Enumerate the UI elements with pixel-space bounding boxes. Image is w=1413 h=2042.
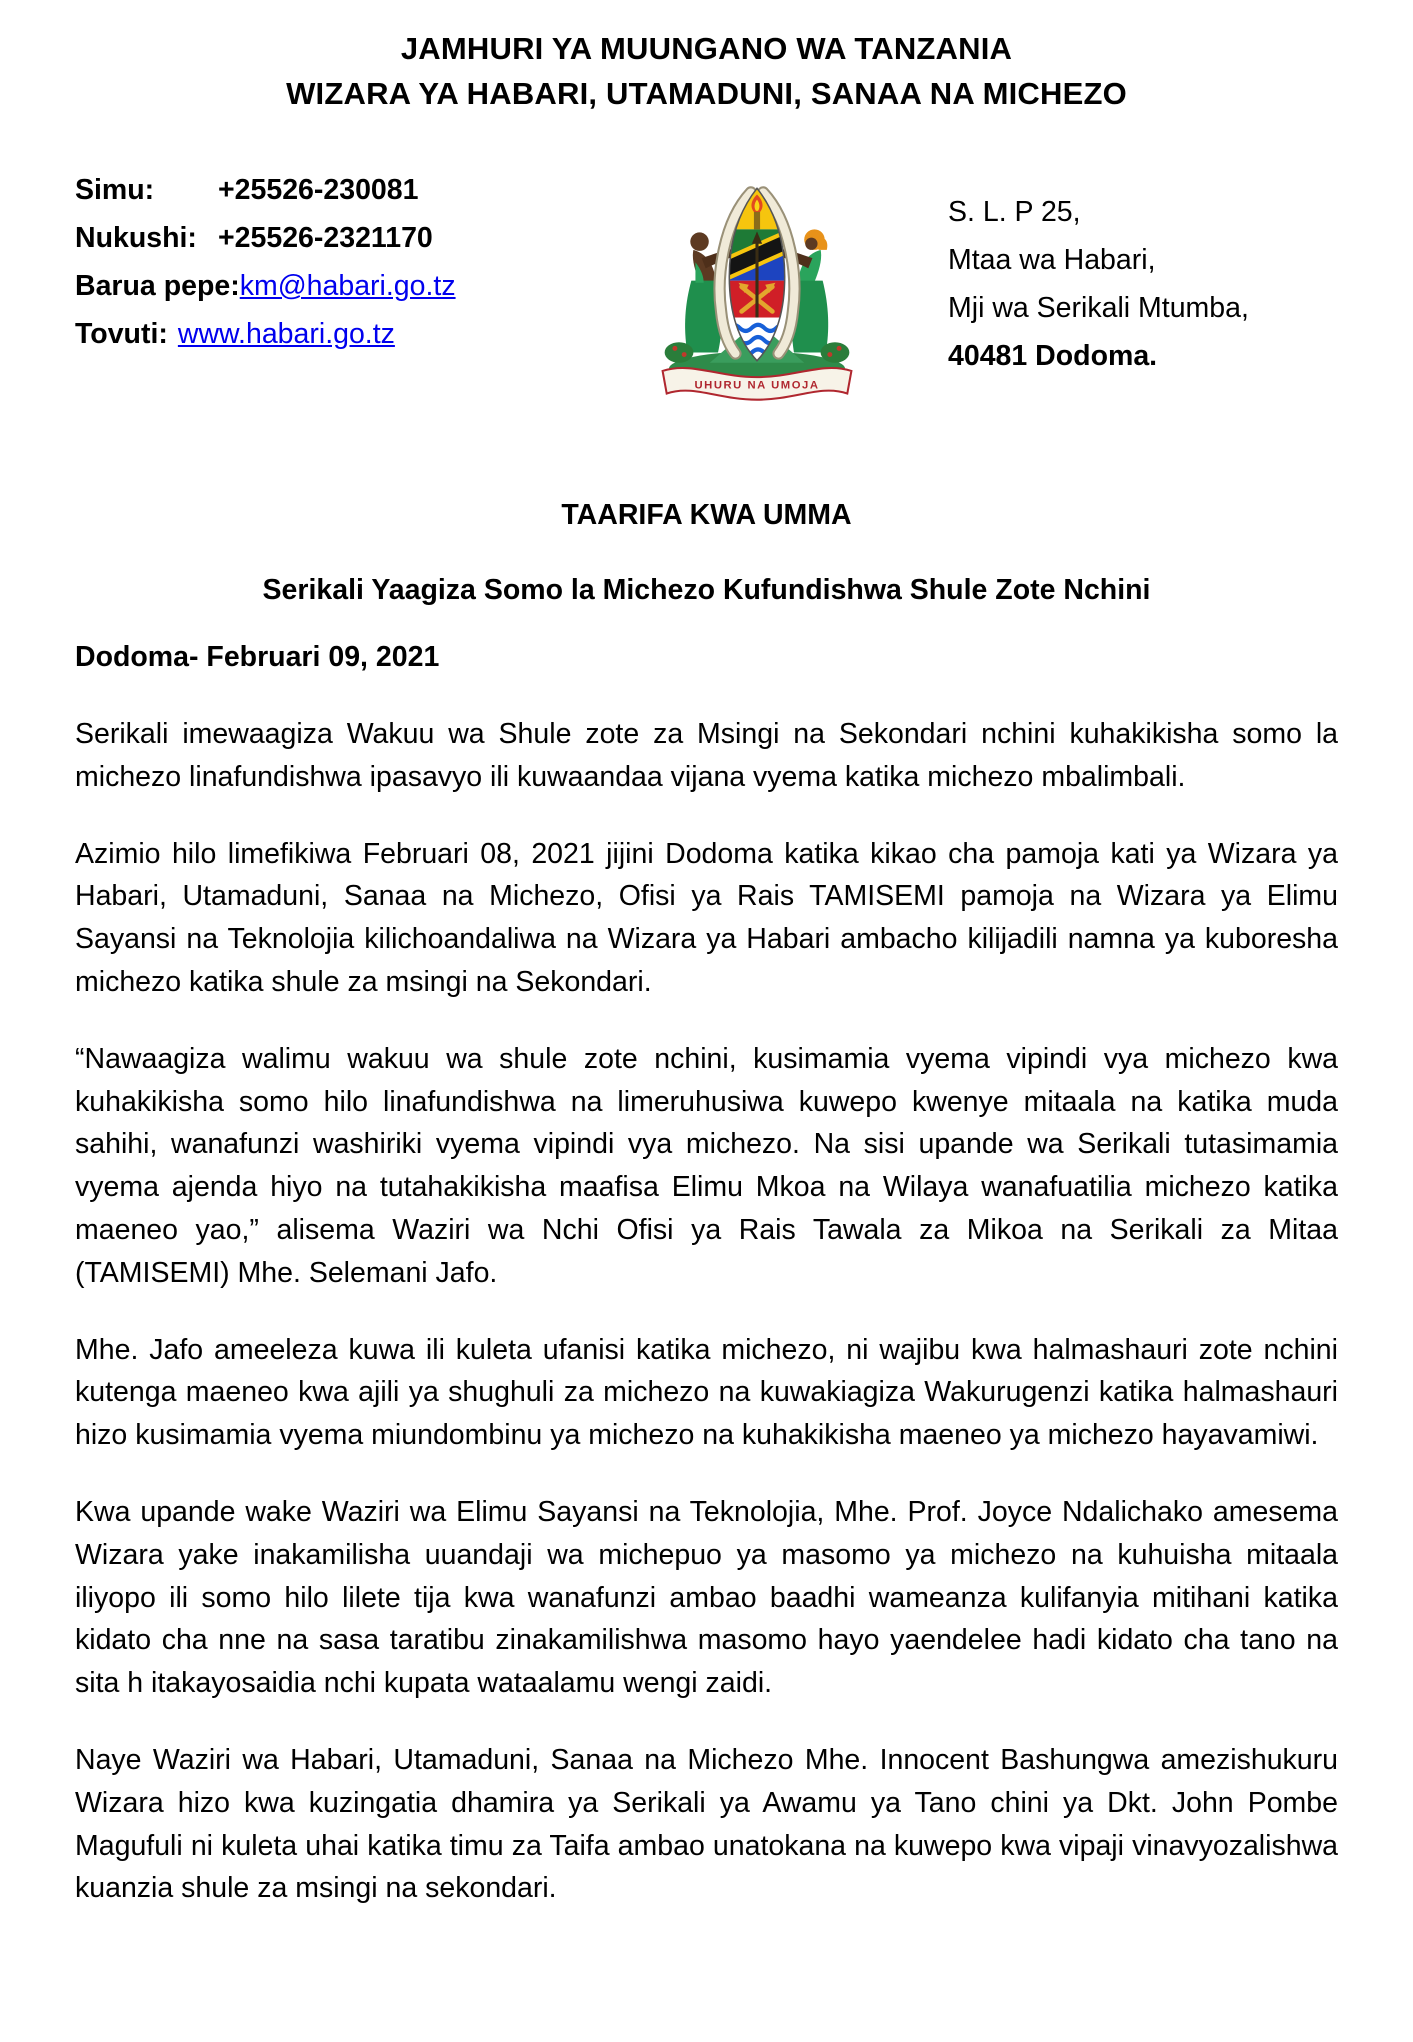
fax-value: +25526-2321170 [218, 222, 433, 254]
address-line: S. L. P 25, [948, 196, 1081, 228]
fax-row [75, 214, 456, 262]
address-line: Mtaa wa Habari, [948, 244, 1156, 276]
postal-address-block [948, 188, 1249, 380]
address-line: Mji wa Serikali Mtumba, [948, 292, 1249, 324]
email-row [75, 262, 456, 310]
email-link[interactable]: km@habari.go.tz [239, 270, 456, 302]
masthead [0, 116, 1413, 426]
letterhead [0, 0, 1413, 116]
address-line-city: 40481 Dodoma. [948, 340, 1158, 372]
notice-title: TAARIFA KWA UMMA [561, 499, 852, 531]
email-label: Barua pepe: [75, 270, 240, 302]
website-row [75, 310, 456, 358]
body-paragraph: Serikali imewaagiza Wakuu wa Shule zote za Msingi na Sekondari nchini kuhakikisha somo la michezo linafundishwa ipasavyo ili kuwaandaa vijana vyema katika michezo mbalimbali. [75, 718, 1338, 793]
motto-text: UHURU NA UMOJA [694, 379, 820, 392]
body-paragraph: Kwa upande wake Waziri wa Elimu Sayansi na Teknolojia, Mhe. Prof. Joyce Ndalichako amesema Wizara yake inakamilisha uuandaji wa michepuo ya masomo ya michezo na kuhuisha mitaala iliyopo ili somo hilo lilete tija kwa wanafunzi ambao baadhi wameanza kulifanyia mitihani katika kidato cha nne na sasa taratibu zinakamilishwa masomo hayo yaendelee hadi kidato cha tano na sita h itakayosaidia nchi kupata wataalamu wengi zaidi. [75, 1495, 1338, 1700]
republic-title: JAMHURI YA MUUNGANO WA TANZANIA [400, 31, 1013, 66]
dateline: Dodoma- Februari 09, 2021 [75, 641, 440, 673]
fax-label: Nukushi: [75, 222, 197, 254]
phone-value: +25526-230081 [218, 174, 419, 206]
body-paragraph: Mhe. Jafo ameeleza kuwa ili kuleta ufanisi katika michezo, ni wajibu kwa halmashauri zote nchini kutenga maeneo kwa ajili ya shughuli za michezo na kuwakiagiza Wakurugenzi katika halmashauri hizo kusimamia vyema miundombinu ya michezo na kuhakikisha maeneo ya michezo hayavamiwi. [75, 1333, 1338, 1452]
notice-subtitle: Serikali Yaagiza Somo la Michezo Kufundishwa Shule Zote Nchini [262, 574, 1151, 606]
body-paragraph: Naye Waziri wa Habari, Utamaduni, Sanaa na Michezo Mhe. Innocent Bashungwa amezishukuru Wizara hizo kwa kuzingatia dhamira ya Serikali ya Awamu ya Tano chini ya Dkt. John Pombe Magufuli ni kuleta uhai katika timu za Taifa ambao unatokana na kuwepo kwa vipaji vinavyozalishwa kuanzia shule za msingi na sekondari. [75, 1743, 1338, 1905]
website-label: Tovuti: [75, 318, 168, 350]
body-paragraph: “Nawaagiza walimu wakuu wa shule zote nchini, kusimamia vyema vipindi vya michezo kwa kuhakikisha somo hilo linafundishwa na limeruhusiwa kuwepo kwenye mitaala na katika muda sahihi, wanafunzi washiriki vyema vipindi vya michezo. Na sisi upande wa Serikali tutasimamia vyema ajenda hiyo na tutahakikisha maafisa Elimu Mkoa na Wilaya wanafuatilia michezo katika maeneo yao,” alisema Waziri wa Nchi Ofisi ya Rais Tawala za Mikoa na Serikali za Mitaa (TAMISEMI) Mhe. Selemani Jafo. [75, 1042, 1338, 1289]
tanzania-coat-of-arms-icon [654, 176, 860, 412]
website-link[interactable]: www.habari.go.tz [177, 318, 395, 350]
document-body [0, 494, 1413, 1910]
phone-row [75, 166, 456, 214]
body-paragraph: Azimio hilo limefikiwa Februari 08, 2021 jijini Dodoma katika kikao cha pamoja kati ya Wizara ya Habari, Utamaduni, Sanaa na Michezo, Ofisi ya Rais TAMISEMI pamoja na Wizara ya Elimu Sayansi na Teknolojia kilichoandaliwa na Wizara ya Habari ambacho kilijadili namna ya kuboresha michezo katika shule za msingi na Sekondari. [75, 837, 1338, 998]
contact-block [75, 166, 456, 358]
ministry-title: WIZARA YA HABARI, UTAMADUNI, SANAA NA MICHEZO [286, 76, 1127, 111]
phone-label: Simu: [75, 174, 155, 206]
